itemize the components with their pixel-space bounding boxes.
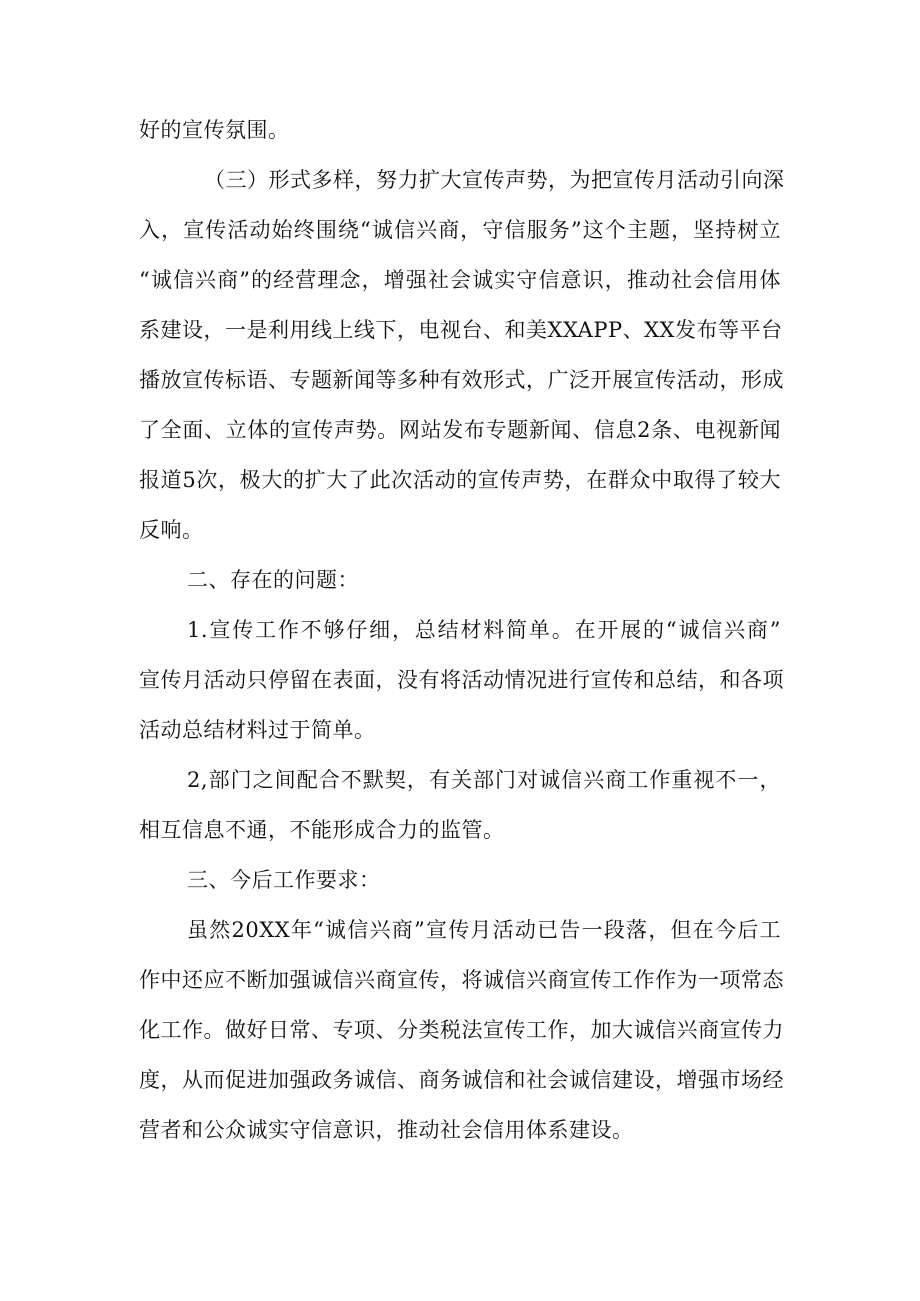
text-line: 相互信息不通，不能形成合力的监管。 [139, 818, 505, 842]
text-line: 1.宣传工作不够仔细，总结材料简单。在开展的“诚信兴商” [187, 618, 781, 642]
section-heading: 三、今后工作要求： [187, 868, 381, 892]
text-line: 营者和公众诚实守信意识，推动社会信用体系建设。 [139, 1118, 634, 1142]
text-line: 虽然20XX年“诚信兴商”宣传月活动已告一段落，但在今后工 [187, 918, 781, 942]
text-line: 反响。 [139, 518, 204, 542]
text-line: 2,部门之间配合不默契，有关部门对诚信兴商工作重视不一， [187, 768, 781, 792]
text-line: 作中还应不断加强诚信兴商宣传，将诚信兴商宣传工作作为一项常态 [139, 968, 784, 992]
text-line: 入，宣传活动始终围绕“诚信兴商，守信服务”这个主题，坚持树立 [139, 218, 781, 242]
text-line: 了全面、立体的宣传声势。网站发布专题新闻、信息2条、电视新闻 [139, 418, 781, 442]
section-heading: 二、存在的问题： [187, 568, 359, 592]
text-line: 化工作。做好日常、专项、分类税法宣传工作，加大诚信兴商宣传力 [139, 1018, 784, 1042]
text-line: 好的宣传氛围。 [139, 118, 290, 142]
text-line: 播放宣传标语、专题新闻等多种有效形式，广泛开展宣传活动，形成 [139, 368, 784, 392]
text-line: 活动总结材料过于简单。 [139, 718, 376, 742]
text-line: （三）形式多样，努力扩大宣传声势，为把宣传月活动引向深 [204, 168, 785, 192]
text-line: 宣传月活动只停留在表面，没有将活动情况进行宣传和总结，和各项 [139, 668, 784, 692]
text-line: 报道5次，极大的扩大了此次活动的宣传声势，在群众中取得了较大 [139, 468, 781, 492]
text-line: 系建设，一是利用线上线下，电视台、和美XXAPP、XX发布等平台 [139, 318, 783, 342]
text-line: “诚信兴商”的经营理念，增强社会诚实守信意识，推动社会信用体 [139, 268, 781, 292]
text-line: 度，从而促进加强政务诚信、商务诚信和社会诚信建设，增强市场经 [139, 1068, 784, 1092]
